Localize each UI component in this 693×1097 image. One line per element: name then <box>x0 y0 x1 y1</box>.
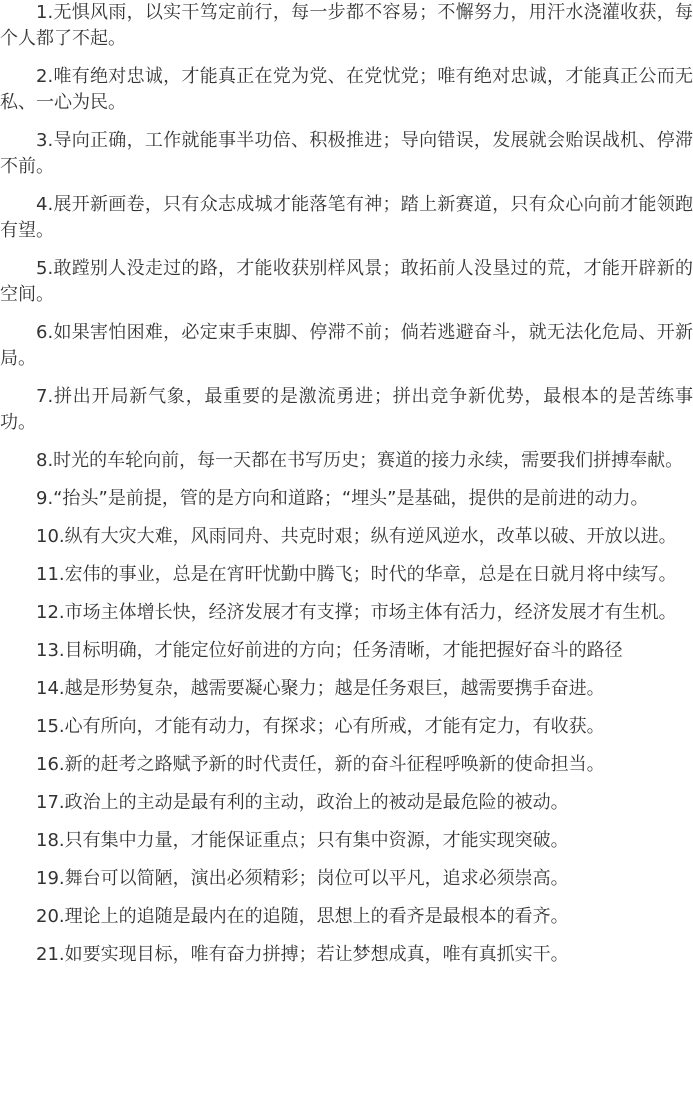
paragraph-19: 19.舞台可以简陋，演出必须精彩；岗位可以平凡，追求必须崇高。 <box>36 868 569 889</box>
paragraph-11: 11.宏伟的事业，总是在宵旰忧勤中腾飞；时代的华章，总是在日就月将中续写。 <box>36 564 677 585</box>
paragraph-12: 12.市场主体增长快，经济发展才有支撑；市场主体有活力，经济发展才有生机。 <box>36 602 677 623</box>
paragraph-6: 6.如果害怕困难，必定束手束脚、停滞不前；倘若逃避奋斗，就无法化危局、开新局。 <box>0 322 693 369</box>
paragraph-15: 15.心有所向，才能有动力，有探求；心有所戒，才能有定力，有收获。 <box>36 716 605 737</box>
paragraph-20: 20.理论上的追随是最内在的追随，思想上的看齐是最根本的看齐。 <box>36 906 569 927</box>
paragraph-16: 16.新的赶考之路赋予新的时代责任，新的奋斗征程呼唤新的使命担当。 <box>36 754 605 775</box>
paragraph-2: 2.唯有绝对忠诚，才能真正在党为党、在党忧党；唯有绝对忠诚，才能真正公而无私、一心为民。 <box>0 66 693 113</box>
paragraph-9: 9.“抬头”是前提，管的是方向和道路；“埋头”是基础，提供的是前进的动力。 <box>36 488 649 509</box>
paragraph-8: 8.时光的车轮向前，每一天都在书写历史；赛道的接力永续，需要我们拼搏奉献。 <box>36 450 684 471</box>
paragraph-10: 10.纵有大灾大难，风雨同舟、共克时艰；纵有逆风逆水，改革以破、开放以进。 <box>36 526 677 547</box>
paragraph-14: 14.越是形势复杂，越需要凝心聚力；越是任务艰巨，越需要携手奋进。 <box>36 678 605 699</box>
paragraph-7: 7.拼出开局新气象，最重要的是激流勇进；拼出竞争新优势，最根本的是苦练事功。 <box>0 386 693 433</box>
paragraph-21: 21.如要实现目标，唯有奋力拼搏；若让梦想成真，唯有真抓实干。 <box>36 944 569 965</box>
paragraph-17: 17.政治上的主动是最有利的主动，政治上的被动是最危险的被动。 <box>36 792 569 813</box>
paragraph-4: 4.展开新画卷，只有众志成城才能落笔有神；踏上新赛道，只有众心向前才能领跑有望。 <box>0 194 693 241</box>
paragraph-18: 18.只有集中力量，才能保证重点；只有集中资源，才能实现突破。 <box>36 830 569 851</box>
paragraph-3: 3.导向正确，工作就能事半功倍、积极推进；导向错误，发展就会贻误战机、停滞不前。 <box>0 130 693 177</box>
paragraph-1: 1.无惧风雨，以实干笃定前行，每一步都不容易；不懈努力，用汗水浇灌收获，每个人都了不起。 <box>0 2 693 49</box>
paragraph-13: 13.目标明确，才能定位好前进的方向；任务清晰，才能把握好奋斗的路径 <box>36 640 623 661</box>
paragraph-5: 5.敢蹚别人没走过的路，才能收获别样风景；敢拓前人没垦过的荒，才能开辟新的空间。 <box>0 258 693 305</box>
